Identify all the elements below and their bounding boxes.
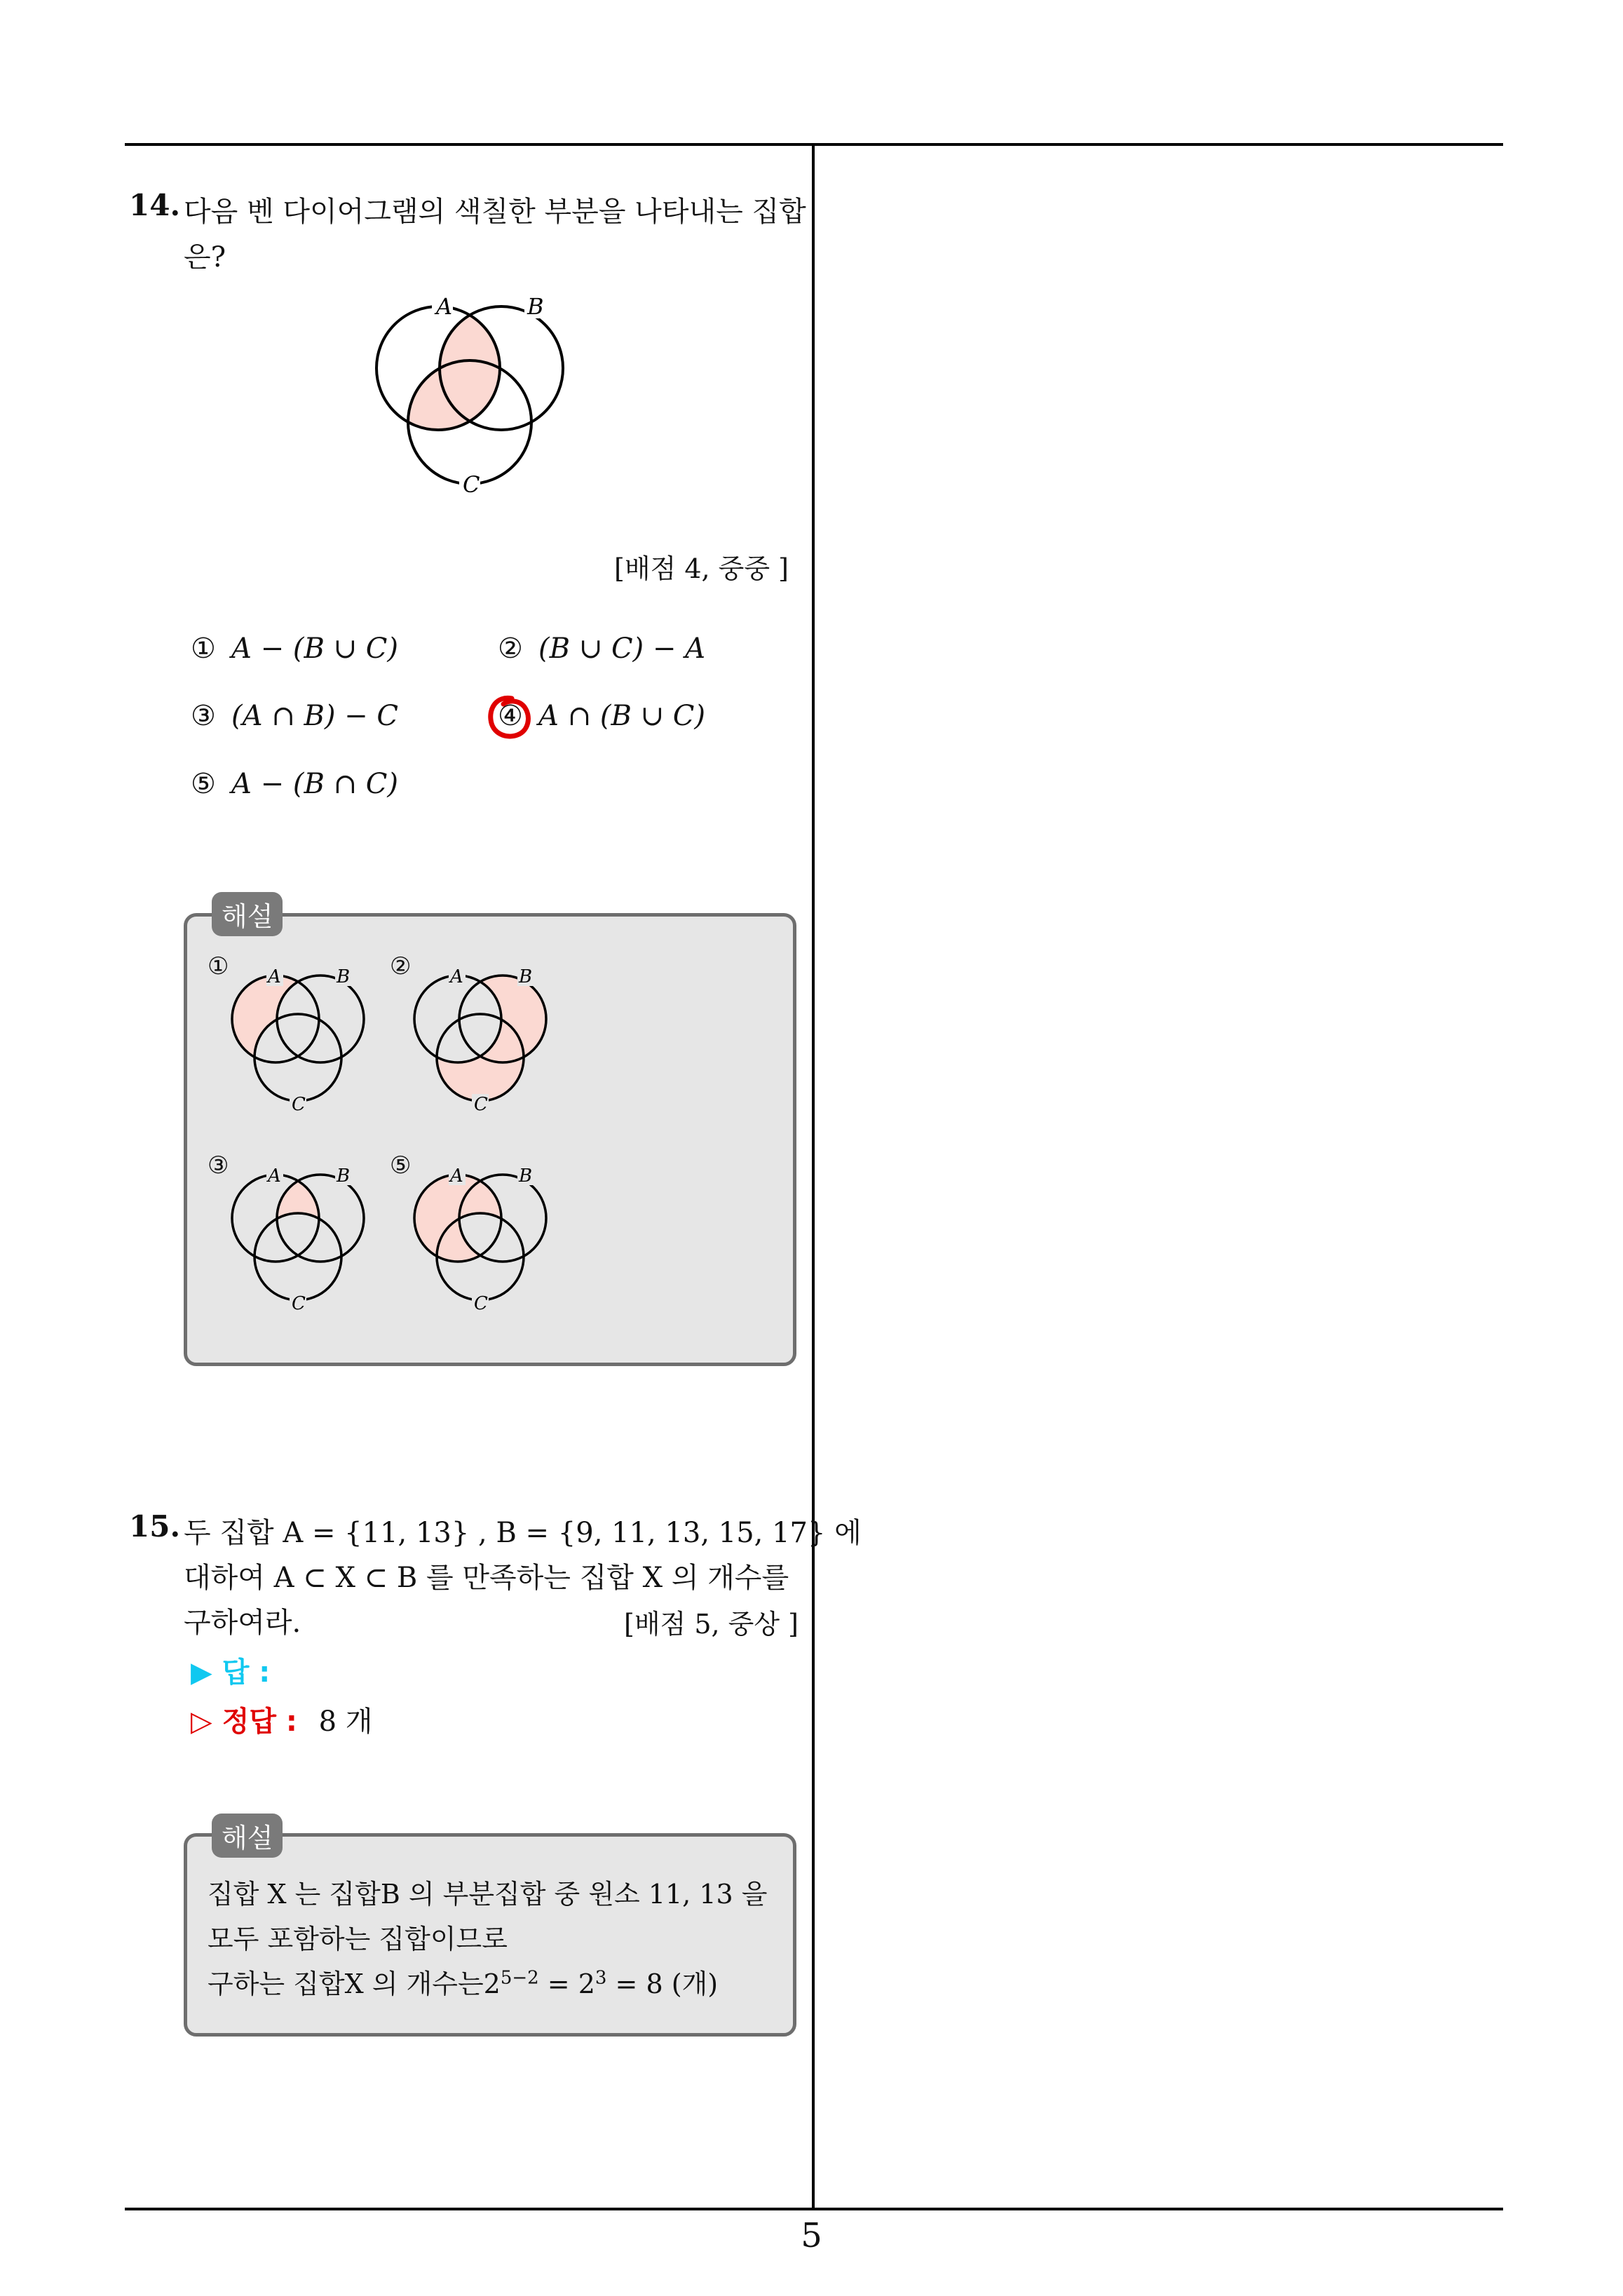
q14-text-line1: 다음 벤 다이어그램의 색칠한 부분을 나타내는 집합	[184, 196, 806, 228]
sol-1-label-a: A	[268, 966, 281, 987]
q15-explanation-tag: 해설	[212, 1814, 283, 1858]
q14-choice-3[interactable]: ③ (A ∩ B) − C	[191, 700, 398, 732]
q14-choice-4[interactable]: ④ A ∩ (B ∪ C)	[498, 700, 705, 732]
sol-2-label-a: A	[450, 966, 463, 987]
q14-venn-diagram	[365, 284, 617, 515]
sol-diagram-3-label: ③	[208, 1152, 229, 1180]
sol-3-label-a: A	[268, 1166, 281, 1187]
sol-diagram-2-label: ②	[390, 952, 412, 980]
q14-choice-1[interactable]: ① A − (B ∪ C)	[191, 633, 398, 665]
sol-venn-1	[223, 959, 398, 1128]
bottom-rule	[125, 2208, 1503, 2210]
sol-diagram-1-label: ①	[208, 952, 229, 980]
page-number: 5	[801, 2216, 822, 2255]
q15-text-line3: 구하여라.	[184, 1607, 301, 1639]
sol-5-label-c: C	[474, 1293, 488, 1314]
q14-meta: [배점 4, 중중 ]	[614, 553, 789, 584]
q14-choice-2[interactable]: ② (B ∪ C) − A	[498, 633, 705, 665]
q15-text-line2: 대하여 A ⊂ X ⊂ B 를 만족하는 집합 X 의 개수를	[184, 1562, 789, 1594]
q15-correct-answer	[191, 1699, 372, 1739]
q14-text-line2: 은?	[184, 241, 226, 274]
column-divider	[812, 143, 815, 2210]
sol-1-label-c: C	[292, 1094, 306, 1115]
q15-meta: [배점 5, 중상 ]	[624, 1609, 799, 1640]
sol-venn-2	[405, 959, 580, 1128]
sol-diagram-5-label: ⑤	[390, 1152, 412, 1180]
q15-number: 15.	[129, 1509, 181, 1544]
sol-3-label-b: B	[337, 1166, 351, 1187]
answer-circle-mark	[485, 693, 534, 743]
q14-explanation-tag: 해설	[212, 892, 283, 936]
sol-venn-5	[405, 1159, 580, 1327]
correct-value: 8 개	[318, 1706, 373, 1738]
sol-2-label-c: C	[474, 1094, 488, 1115]
sol-2-label-b: B	[519, 966, 533, 987]
sol-3-label-c: C	[292, 1293, 306, 1314]
q14-label-b: B	[527, 293, 544, 320]
q15-sol-line2: 모두 포함하는 집합이므로	[208, 1924, 508, 1954]
q14-label-c: C	[463, 471, 480, 498]
correct-label: ▷ 정답 :	[191, 1706, 297, 1738]
q15-sol-line1: 집합 X 는 집합B 의 부분집합 중 원소 11, 13 을	[208, 1879, 768, 1910]
sol-5-label-b: B	[519, 1166, 533, 1187]
q15-sol-line3: 구하는 집합X 의 개수는$2^{5-2} = 2^3 = 8$ (개)	[208, 1967, 719, 1999]
sol-venn-3	[223, 1159, 398, 1327]
q14-number: 14.	[129, 188, 181, 222]
sol-5-label-a: A	[450, 1166, 463, 1187]
q15-text-line1: 두 집합 A = {11, 13} , B = {9, 11, 13, 15, 17} 에	[184, 1517, 862, 1549]
q14-choice-5[interactable]: ⑤ A − (B ∩ C)	[191, 768, 398, 800]
sol-1-label-b: B	[337, 966, 351, 987]
q15-answer-field[interactable]: ▶ 답 :	[191, 1656, 271, 1689]
q14-label-a: A	[436, 293, 453, 320]
